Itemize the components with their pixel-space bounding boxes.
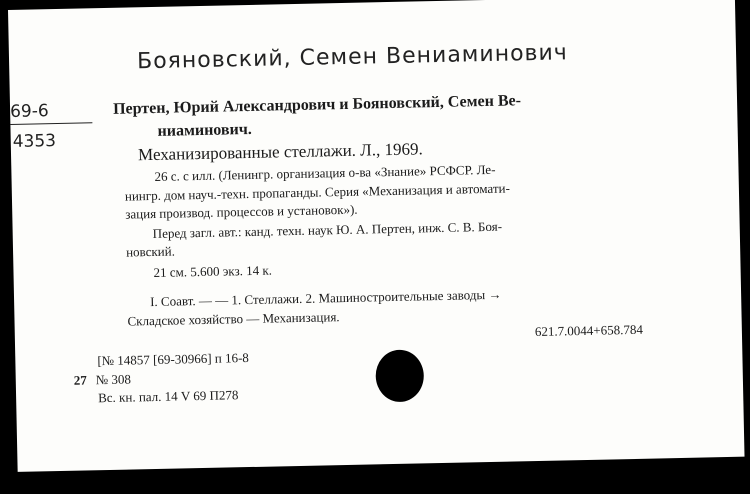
tracing-line-2: Складское хозяйство — Механизация. — [127, 309, 340, 329]
udc-number: 621.7.0044+658.784 — [534, 321, 644, 340]
bottom-line: Вс. кн. пал. 14 V 69 П278 — [97, 387, 239, 406]
imprint-line-1: 26 с. с илл. (Ленингр. организация о-ва «Знание» РСФСР. Ле- — [154, 161, 496, 184]
authors-line-1: Пертен, Юрий Александрович и Бояновский, Семен Ве- — [112, 92, 522, 118]
punch-hole — [375, 349, 424, 402]
imprint-line-2: нингр. дом науч.-техн. пропаганды. Серия «Механизация и автомати- — [124, 180, 510, 204]
shelfmark-bottom: 4353 — [12, 131, 57, 152]
responsibility-line-2: новский. — [125, 243, 176, 260]
imprint-line-3: зация производ. процессов и установок»). — [125, 201, 358, 222]
register-line: [№ 14857 [69-30966] п 16-8 — [97, 350, 250, 369]
number-line: № 308 — [95, 371, 132, 388]
shelfmark-divider — [10, 122, 92, 125]
responsibility-line-1: Перед загл. авт.: канд. техн. наук Ю. А. Пертен, инж. С. В. Боя- — [152, 218, 503, 242]
catalog-card — [8, 0, 745, 472]
title-line: Механизированные стеллажи. Л., 1969. — [137, 139, 423, 165]
authors-line-2: ниаминович. — [157, 120, 252, 140]
shelfmark-top: 69-6 — [9, 101, 49, 122]
tracing-line-1: I. Соавт. — — 1. Стеллажи. 2. Машиностроительные заводы → — [149, 286, 502, 310]
format-line: 21 см. 5.600 экз. 14 к. — [153, 262, 273, 281]
number-prefix: 27 — [73, 372, 87, 388]
handwritten-heading: Бояновский, Семен Вениаминович — [136, 40, 569, 75]
